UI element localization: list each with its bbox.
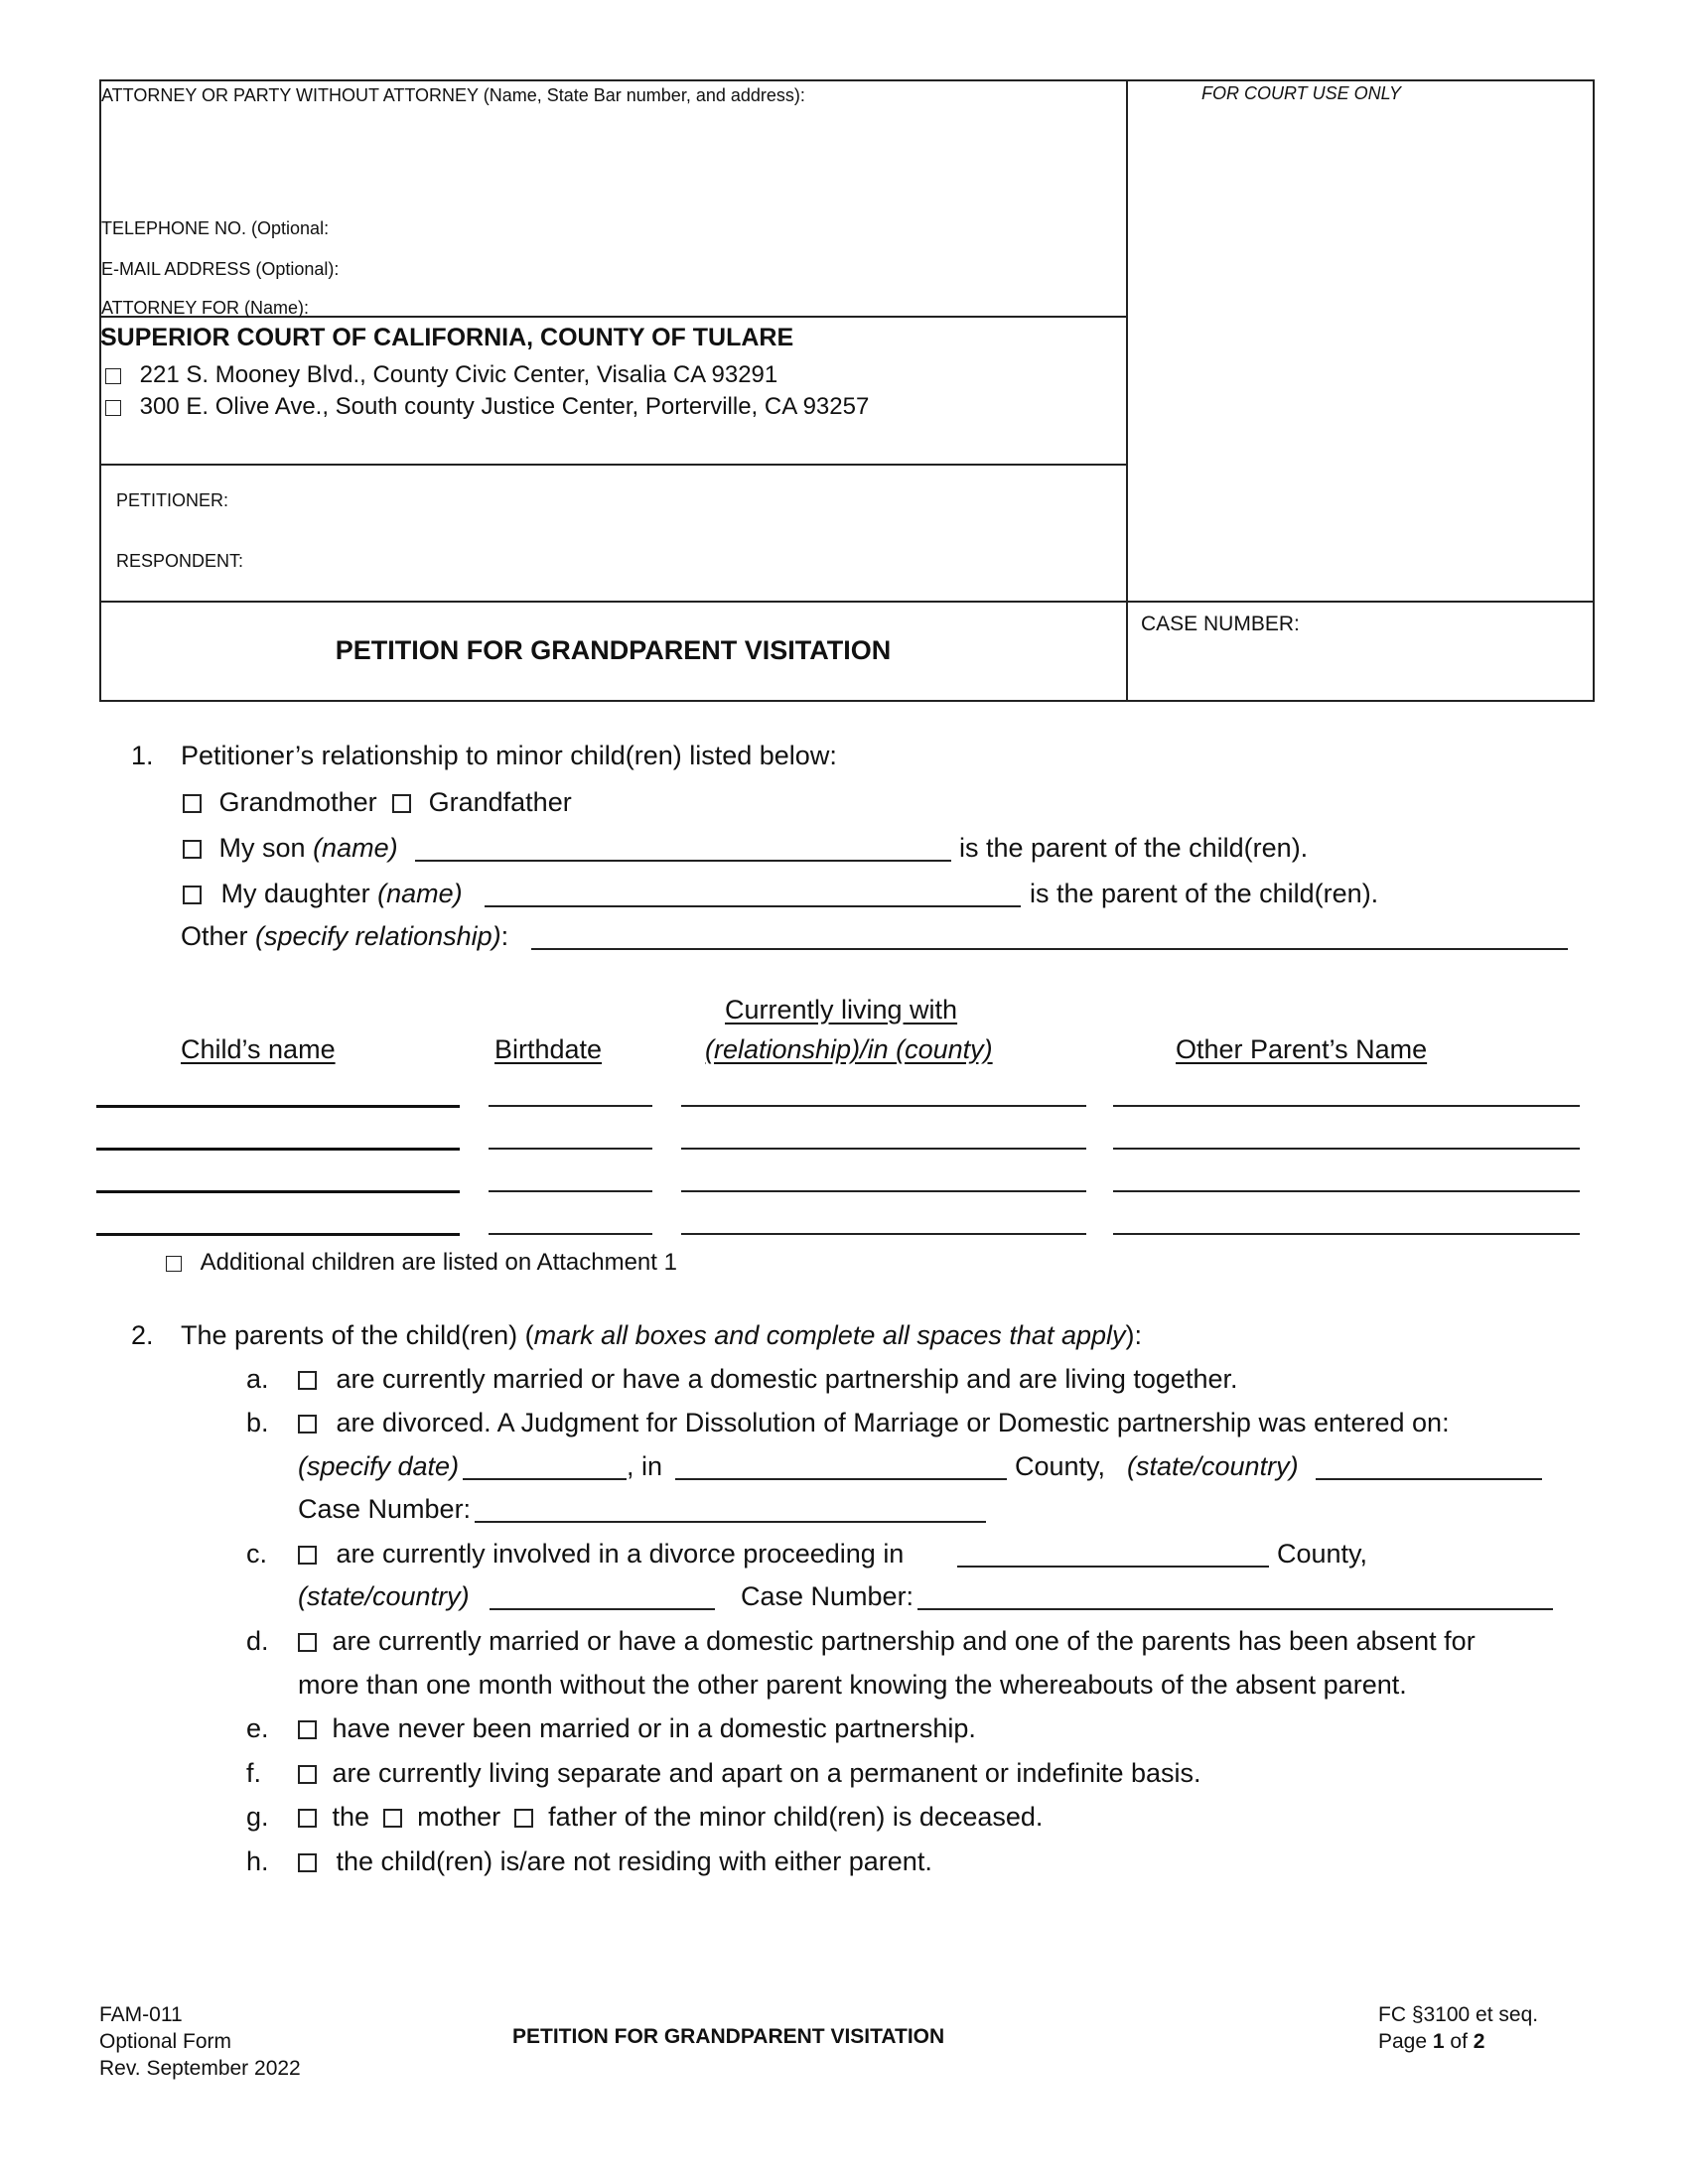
footer-left [99,2001,301,2082]
respondent-label: RESPONDENT: [116,551,244,571]
item-b-letter: b. [246,1408,269,1437]
intro-post: ): [1125,1320,1142,1350]
item-b-date-label: (specify date) [298,1451,460,1481]
item-h-checkbox[interactable] [298,1853,317,1872]
item-b-county-field[interactable] [675,1478,1007,1480]
case-number-label: CASE NUMBER: [1141,613,1300,635]
item-g-the: the [332,1802,370,1832]
telephone-label: TELEPHONE NO. (Optional: [101,218,330,238]
item-c-letter: c. [246,1539,268,1569]
item-d [298,1626,1476,1657]
item-c-text: are currently involved in a divorce proceeding in [336,1539,905,1569]
item-f-letter: f. [246,1758,262,1788]
item-d-checkbox[interactable] [298,1633,317,1652]
child-2-birthdate-field[interactable] [489,1148,652,1150]
item-g-father: father of the minor child(ren) is deceased. [548,1802,1044,1832]
daughter-label: My daughter [220,879,370,908]
frame-left [99,79,101,702]
address-1-checkbox[interactable] [105,368,121,384]
col-header-name: Child’s name [181,1034,336,1064]
item-b-county-label: County, [1015,1451,1106,1481]
col-header-living-2: (relationship)/in (county) [705,1034,993,1064]
section-1-intro: Petitioner’s relationship to minor child(ren) listed below: [181,741,837,770]
child-1-living-field[interactable] [681,1105,1086,1107]
item-a-letter: a. [246,1364,269,1394]
item-c-checkbox[interactable] [298,1546,317,1565]
son-checkbox[interactable] [183,840,202,859]
item-e [298,1713,976,1744]
daughter-checkbox[interactable] [183,886,202,904]
son-row [183,833,398,864]
petitioner-label: PETITIONER: [116,490,229,510]
attorney-for-label: ATTORNEY FOR (Name): [101,298,310,318]
item-h [298,1846,932,1877]
grandfather-checkbox[interactable] [392,794,411,813]
page-number [1378,2028,1538,2055]
child-4-name-field[interactable] [96,1233,460,1236]
item-d-text-1: are currently married or have a domestic partnership and one of the parents has been absent for [332,1626,1476,1656]
item-b-case-label: Case Number: [298,1494,472,1524]
child-4-living-field[interactable] [681,1233,1086,1235]
frame-top [99,79,1594,81]
email-label: E-MAIL ADDRESS (Optional): [101,259,340,279]
item-g-father-checkbox[interactable] [514,1809,533,1828]
grandfather-label: Grandfather [428,787,572,817]
item-f-checkbox[interactable] [298,1765,317,1784]
additional-children-text: Additional children are listed on Attachment 1 [200,1249,677,1276]
address-2-text: 300 E. Olive Ave., South county Justice Center, Porterville, CA 93257 [139,393,870,420]
son-label: My son [218,833,306,863]
child-2-other-parent-field[interactable] [1113,1148,1580,1150]
page-total: 2 [1473,2030,1485,2053]
page-label: Page [1378,2030,1428,2053]
additional-children-checkbox[interactable] [166,1256,182,1272]
item-f [298,1758,1201,1789]
section-1-number: 1. [131,741,154,770]
item-b-date-field[interactable] [463,1478,627,1480]
frame-right [1593,79,1595,702]
item-g-mother-checkbox[interactable] [383,1809,402,1828]
item-c-county-label: County, [1277,1539,1368,1569]
intro-pre: The parents of the child(ren) ( [181,1320,534,1350]
intro-italic: mark all boxes and complete all spaces that apply [533,1320,1126,1350]
item-g [298,1802,1043,1833]
form-title: PETITION FOR GRANDPARENT VISITATION [335,635,892,665]
item-d-text-2: more than one month without the other parent knowing the whereabouts of the absent parent. [298,1670,1407,1700]
item-c-case-field[interactable] [917,1608,1553,1610]
col-header-other-parent: Other Parent’s Name [1176,1034,1428,1064]
section-2-intro [181,1320,1142,1351]
col-header-birthdate: Birthdate [494,1034,603,1064]
child-1-other-parent-field[interactable] [1113,1105,1580,1107]
item-h-letter: h. [246,1846,269,1876]
daughter-name-hint: (name) [377,879,463,908]
item-b-checkbox[interactable] [298,1415,317,1433]
other-row [181,921,508,952]
additional-children-row [166,1249,677,1277]
other-spec-hint: (specify relationship) [255,921,501,951]
footer-right [1378,2001,1538,2055]
item-c-county-field[interactable] [957,1566,1269,1568]
item-b-text: are divorced. A Judgment for Dissolution of Marriage or Domestic partnership was entered on: [336,1408,1450,1437]
frame-line-title [99,601,1595,603]
daughter-name-field[interactable] [485,905,1021,907]
daughter-post-text: is the parent of the child(ren). [1030,879,1379,908]
footer-title: PETITION FOR GRANDPARENT VISITATION [512,2025,945,2048]
child-2-living-field[interactable] [681,1148,1086,1150]
frame-divider [1126,79,1128,702]
item-f-text: are currently living separate and apart on a permanent or indefinite basis. [332,1758,1201,1788]
other-colon: : [500,921,509,951]
child-3-name-field[interactable] [96,1190,460,1193]
grandparent-options [183,787,572,818]
child-1-name-field[interactable] [96,1105,460,1108]
child-4-birthdate-field[interactable] [489,1233,652,1235]
address-option-1 [105,361,777,389]
item-e-checkbox[interactable] [298,1720,317,1739]
address-1-text: 221 S. Mooney Blvd., County Civic Center, Visalia CA 93291 [139,361,778,388]
son-name-field[interactable] [415,860,951,862]
court-name: SUPERIOR COURT OF CALIFORNIA, COUNTY OF TULARE [100,324,794,351]
item-d-letter: d. [246,1626,269,1656]
item-h-text: the child(ren) is/are not residing with either parent. [336,1846,932,1876]
page-current: 1 [1432,2030,1445,2053]
child-1-birthdate-field[interactable] [489,1105,652,1107]
child-3-birthdate-field[interactable] [489,1190,652,1192]
frame-line-parties [99,464,1127,466]
child-2-name-field[interactable] [96,1148,460,1151]
child-4-other-parent-field[interactable] [1113,1233,1580,1235]
item-g-checkbox[interactable] [298,1809,317,1828]
item-b-state-field[interactable] [1316,1478,1542,1480]
item-c-case-label: Case Number: [741,1581,914,1611]
item-e-letter: e. [246,1713,269,1743]
section-2-number: 2. [131,1320,154,1350]
daughter-row [183,879,463,909]
item-a [298,1364,1237,1395]
item-c-state-field[interactable] [490,1608,715,1610]
item-a-checkbox[interactable] [298,1371,317,1390]
item-c [298,1539,904,1570]
item-e-text: have never been married or in a domestic partnership. [332,1713,976,1743]
item-a-text: are currently married or have a domestic partnership and are living together. [336,1364,1238,1394]
son-post-text: is the parent of the child(ren). [959,833,1309,863]
address-option-2 [105,393,869,421]
attorney-label: ATTORNEY OR PARTY WITHOUT ATTORNEY (Name, State Bar number, and address): [101,85,805,105]
child-3-other-parent-field[interactable] [1113,1190,1580,1192]
item-b-case-field[interactable] [475,1521,986,1523]
item-b-state-label: (state/country) [1127,1451,1299,1481]
item-g-letter: g. [246,1802,269,1832]
grandmother-label: Grandmother [218,787,377,817]
fc-code: FC §3100 et seq. [1378,2003,1539,2026]
address-2-checkbox[interactable] [105,400,121,416]
item-g-mother: mother [417,1802,501,1832]
son-name-hint: (name) [313,833,398,863]
court-use-label: FOR COURT USE ONLY [1201,83,1402,103]
col-header-living-1: Currently living with [725,995,958,1024]
item-b-in: , in [627,1451,663,1481]
grandmother-checkbox[interactable] [183,794,202,813]
form-number: FAM-011 [99,2003,183,2026]
frame-bottom [99,700,1595,702]
page-of: of [1450,2030,1468,2053]
item-c-state-label: (state/country) [298,1581,470,1611]
other-label: Other [181,921,248,951]
child-3-living-field[interactable] [681,1190,1086,1192]
other-relationship-field[interactable] [531,948,1568,950]
item-b [298,1408,1450,1438]
optional-form: Optional Form [99,2030,232,2053]
revision-date: Rev. September 2022 [99,2057,301,2080]
